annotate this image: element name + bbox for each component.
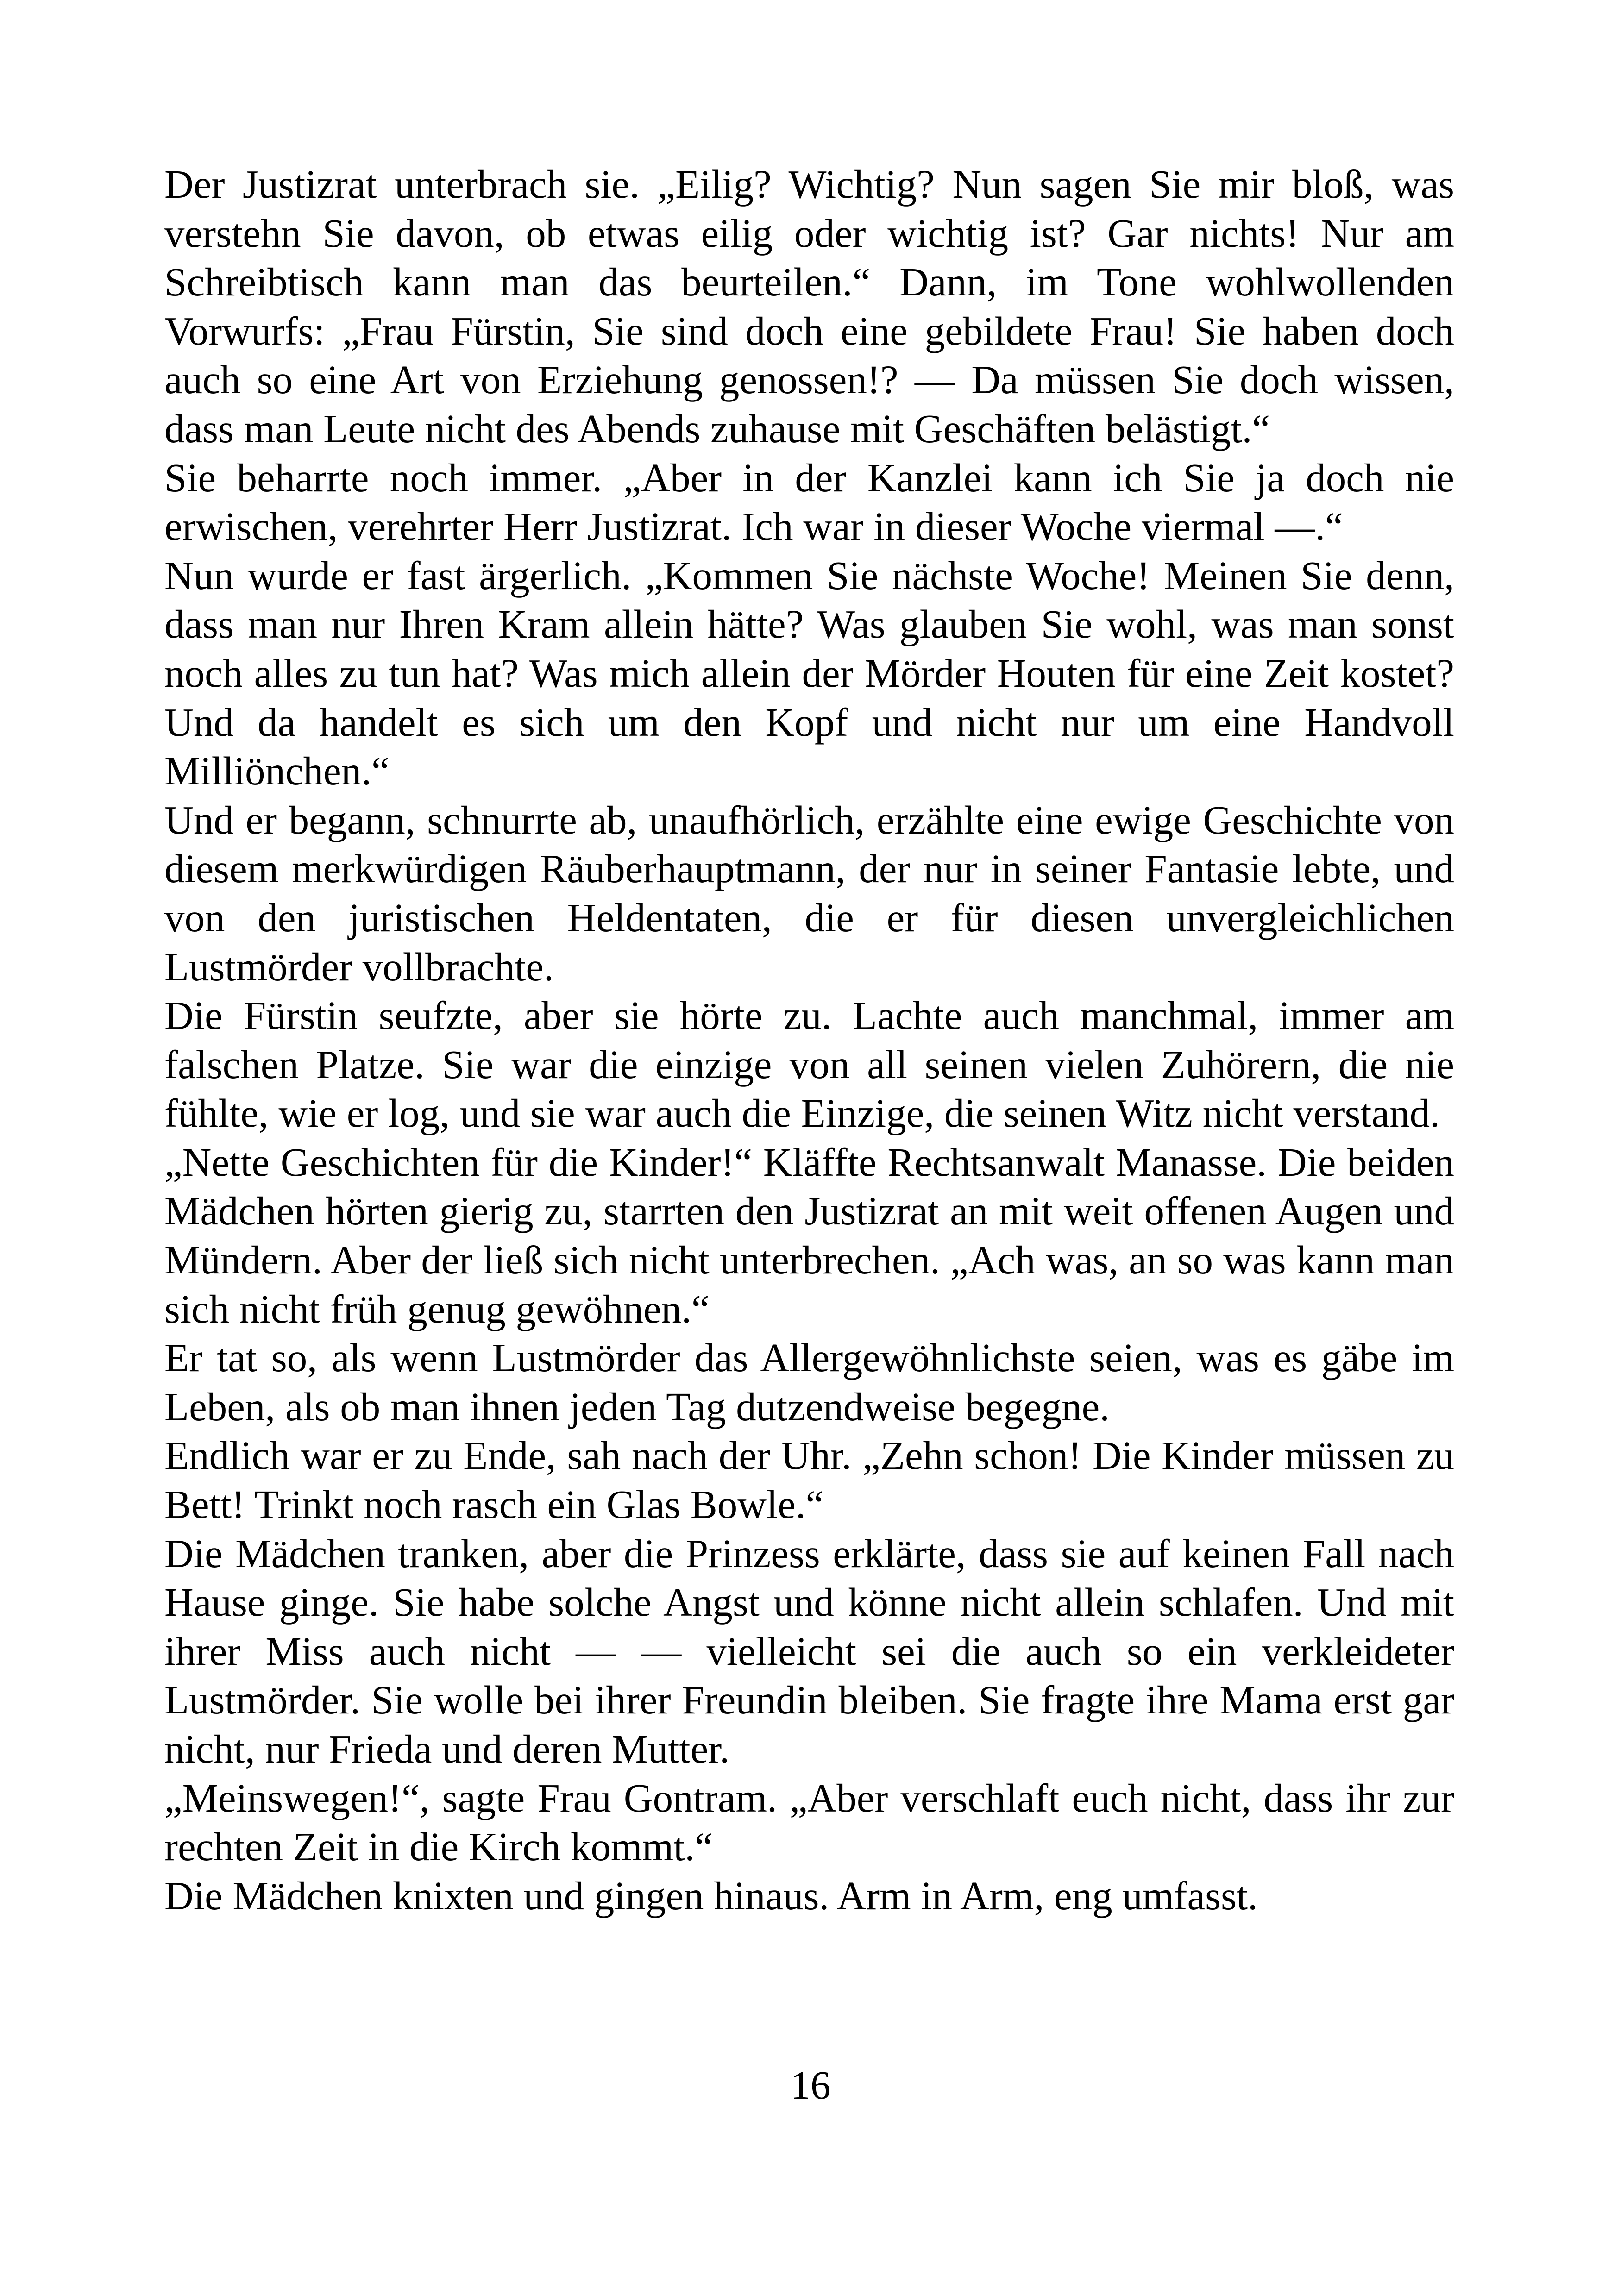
paragraph-3: Nun wurde er fast ärgerlich. „Kommen Sie nächste Woche! Meinen Sie denn, dass man nur Ihren Kram allein hätte? Was glauben Sie wohl, was man sonst noch alles zu tun hat? Was mich allein der Mörder Houten für eine Zeit kostet? Und da handelt es sich um den Kopf und nicht nur um eine Handvoll Milliönchen.“ (164, 552, 1454, 794)
paragraph-6: „Nette Geschichten für die Kinder!“ Kläffte Rechtsanwalt Manasse. Die beiden Mädchen hörten gierig zu, starrten den Justizrat an mit weit offenen Augen und Mündern. Aber der ließ sich nicht unterbrechen. „Ach was, an so was kann man sich nicht früh genug gewöhnen.“ (164, 1139, 1454, 1331)
paragraph-1: Der Justizrat unterbrach sie. „Eilig? Wichtig? Nun sagen Sie mir bloß, was verstehn Sie davon, ob etwas eilig oder wichtig ist? Gar nichts! Nur am Schreibtisch kann man das beurteilen.“ Dann, im Tone wohlwollenden Vorwurfs: „Frau Fürstin, Sie sind doch eine gebildete Frau! Sie haben doch auch so eine Art von Erziehung genossen!? — Da müssen Sie doch wissen, dass man Leute nicht des Abends zuhause mit Geschäften belästigt.“ (164, 162, 1454, 451)
body-text (164, 160, 1454, 1920)
paragraph-8: Endlich war er zu Ende, sah nach der Uhr. „Zehn schon! Die Kinder müssen zu Bett! Trinkt noch rasch ein Glas Bowle.“ (164, 1433, 1454, 1527)
page-number: 16 (790, 2063, 831, 2108)
paragraph-2: Sie beharrte noch immer. „Aber in der Kanzlei kann ich Sie ja doch nie erwischen, verehrter Herr Justizrat. Ich war in dieser Woche viermal —.“ (164, 455, 1454, 549)
paragraph-9: Die Mädchen tranken, aber die Prinzess erklärte, dass sie auf keinen Fall nach Hause ginge. Sie habe solche Angst und könne nicht allein schlafen. Und mit ihrer Miss auch nicht — — vielleicht sei die auch so ein verkleideter Lustmörder. Sie wolle bei ihrer Freundin bleiben. Sie fragte ihre Mama erst gar nicht, nur Frieda und deren Mutter. (164, 1531, 1454, 1771)
paragraph-11: Die Mädchen knixten und gingen hinaus. Arm in Arm, eng umfasst. (164, 1873, 1258, 1918)
paragraph-5: Die Fürstin seufzte, aber sie hörte zu. Lachte auch manchmal, immer am falschen Platze. Sie war die einzige von all seinen vielen Zuhörern, die nie fühlte, wie er log, und sie war auch die Einzige, die seinen Witz nicht verstand. (164, 993, 1454, 1136)
paragraph-10: „Meinswegen!“, sagte Frau Gontram. „Aber verschlaft euch nicht, dass ihr zur rechten Zeit in die Kirch kommt.“ (164, 1775, 1454, 1869)
paragraph-7: Er tat so, als wenn Lustmörder das Allergewöhnlichste seien, was es gäbe im Leben, als ob man ihnen jeden Tag dutzendweise begegne. (164, 1335, 1454, 1429)
paragraph-4: Und er begann, schnurrte ab, unaufhörlich, erzählte eine ewige Geschichte von diesem merkwürdigen Räuberhauptmann, der nur in seiner Fantasie lebte, und von den juristischen Heldentaten, die er für diesen unvergleichlichen Lustmörder vollbrachte. (164, 797, 1454, 989)
